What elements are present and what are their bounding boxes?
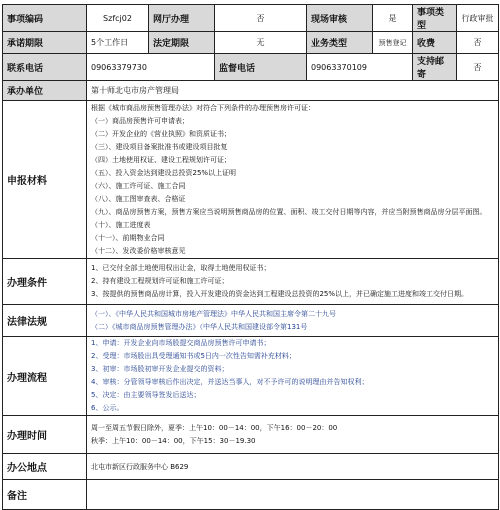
hours-list xyxy=(87,416,499,454)
row-unit xyxy=(3,81,499,101)
online-value: 否 xyxy=(215,5,307,32)
onsite-value: 是 xyxy=(373,5,413,32)
row-hours xyxy=(3,416,499,454)
biztype-value: 预售登记 xyxy=(373,32,413,54)
unit-label: 承办单位 xyxy=(3,81,87,101)
info-table xyxy=(2,4,499,510)
materials-line: （一）商品房预售许可申请表； xyxy=(91,116,189,125)
row-basic-3 xyxy=(3,54,499,81)
contact-label: 联系电话 xyxy=(3,54,87,81)
laws-label: 法律法规 xyxy=(3,305,87,337)
row-process xyxy=(3,337,499,416)
supervise-value: 09063370109 xyxy=(307,54,413,81)
unit-value: 第十师北屯市房产管理局 xyxy=(87,81,499,101)
hours-label: 办理时间 xyxy=(3,416,87,454)
row-location xyxy=(3,454,499,480)
row-conditions xyxy=(3,259,499,305)
notes-value xyxy=(87,480,499,510)
row-basic-2 xyxy=(3,32,499,54)
promise-value: 5个工作日 xyxy=(87,32,149,54)
process-line: 1、申请：开发企业向市场股提交商品房预售许可申请书； xyxy=(91,339,271,347)
row-laws xyxy=(3,305,499,337)
process-line: 2、受理：市场股出具受理通知书或5日内一次性告知需补充材料； xyxy=(91,352,296,360)
laws-line: （二）《城市商品房预售管理办法》（中华人民共和国建设部令第131号 xyxy=(91,322,308,331)
conditions-list xyxy=(87,259,499,305)
materials-label: 申报材料 xyxy=(3,101,87,259)
laws-list xyxy=(87,305,499,337)
row-notes xyxy=(3,480,499,510)
process-list xyxy=(87,337,499,416)
code-value: Szfcj02 xyxy=(87,5,149,32)
code-label: 事项编码 xyxy=(3,5,87,32)
supervise-label: 监督电话 xyxy=(215,54,307,81)
legal-label: 法定期限 xyxy=(149,32,215,54)
notes-label: 备注 xyxy=(3,480,87,510)
materials-line: （六）、施工许可证、施工合同 xyxy=(91,181,186,190)
materials-line: （三）、建设项目备案批准书或建设项目批复 xyxy=(91,142,228,151)
materials-line: （四）土地使用权证、建设工程规划许可证； xyxy=(91,155,231,164)
fee-value: 否 xyxy=(457,32,499,54)
mail-value: 否 xyxy=(457,54,499,81)
online-label: 网厅办理 xyxy=(149,5,215,32)
mail-label: 支持邮寄 xyxy=(413,54,457,81)
laws-line: （一）、《中华人民共和国城市房地产管理法》中华人民共和国主席令第二十九号 xyxy=(91,309,336,318)
materials-list xyxy=(87,101,499,259)
materials-line: （五）、投入资金达到建设总投资25%以上证明 xyxy=(91,168,237,177)
process-line: 5、决定：由主要领导签发后送达； xyxy=(91,391,201,399)
materials-line: （十二）、发改委价格审核意见 xyxy=(91,246,186,255)
materials-line: （十）、施工进度表 xyxy=(91,220,151,229)
legal-value: 无 xyxy=(215,32,307,54)
row-basic-1 xyxy=(3,5,499,32)
process-line: 4、审核：分管领导审核后作出决定，并送达当事人，对不予许可的说明理由并告知权利； xyxy=(91,378,369,386)
fee-label: 收费 xyxy=(413,32,457,54)
location-value: 北屯市新区行政服务中心 B629 xyxy=(87,454,499,480)
service-item-sheet xyxy=(2,4,498,502)
contact-value: 09063379730 xyxy=(87,54,215,81)
process-line: 3、初审：市场股初审开发企业提交的资料； xyxy=(91,365,229,373)
hours-line: 秋季：上午10：00－14：00，下午15：30－19.30 xyxy=(91,436,256,445)
materials-line: 根据《城市商品房预售管理办法》对符合下列条件的办理预售房许可证： xyxy=(91,103,315,112)
onsite-label: 现场审核 xyxy=(307,5,373,32)
materials-line: （九）、商品房预售方案，预售方案应当说明预售商品房的位置、面积、竣工交付日期等内容，并应当附预售商品房分层平面图。 xyxy=(91,207,487,216)
process-label: 办理流程 xyxy=(3,337,87,416)
conditions-line: 1、已交付全部土地使用权出让金，取得土地使用权证书； xyxy=(91,264,271,272)
conditions-line: 3、按提供的预售商品房计算，投入开发建设的资金达到工程建设总投资的25%以上，并已确定施工进度和竣工交付日期。 xyxy=(91,290,469,298)
materials-line: （八）、施工图审查表、合格证 xyxy=(91,194,186,203)
biztype-label: 业务类型 xyxy=(307,32,373,54)
materials-line: （十一）、前期物业合同 xyxy=(91,233,165,242)
category-value: 行政审批 xyxy=(457,5,499,32)
hours-line: 周一至周五节假日除外，夏季：上午10：00－14：00，下午16：00－20：00 xyxy=(91,423,338,432)
row-materials xyxy=(3,101,499,259)
conditions-label: 办理条件 xyxy=(3,259,87,305)
promise-label: 承诺期限 xyxy=(3,32,87,54)
materials-line: （二）开发企业的《营业执照》和资质证书； xyxy=(91,129,231,138)
process-line: 6、公示。 xyxy=(91,404,124,412)
conditions-line: 2、持有建设工程规划许可证和施工许可证； xyxy=(91,277,229,285)
location-label: 办公地点 xyxy=(3,454,87,480)
category-label: 事项类型 xyxy=(413,5,457,32)
